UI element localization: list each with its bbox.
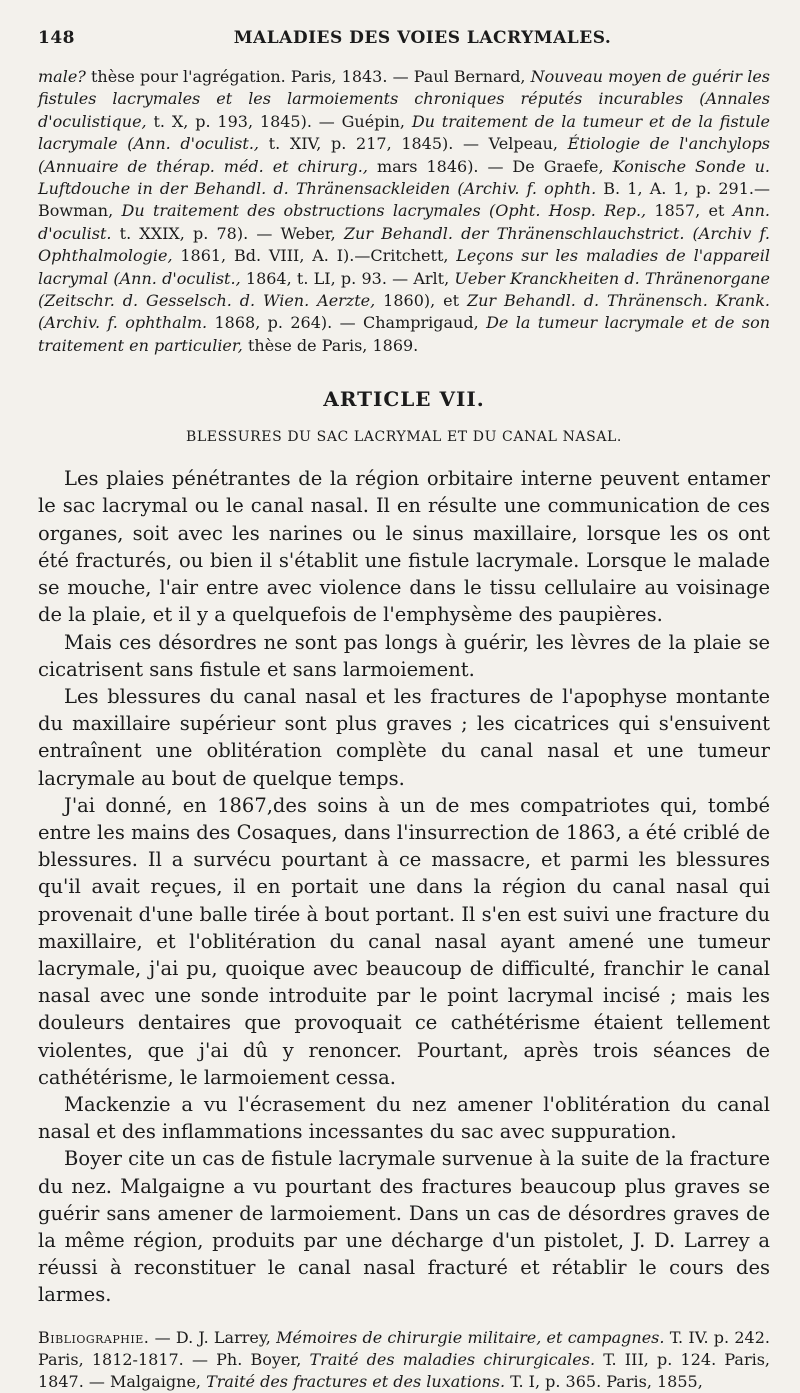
italic-citation: Traité des maladies chirurgicales. (309, 1349, 596, 1369)
article-heading: ARTICLE VII. (323, 387, 485, 412)
citation-text: thèse de Paris, 1869. (242, 335, 419, 355)
italic-citation: Nouveau moyen de guérir les fistules lacrymales et les larmoiements chroniques réputés incurables (Annales d'oculistique, (38, 67, 771, 131)
paragraph: Les plaies pénétrantes de la région orbitaire interne peuvent entamer le sac lacrymal ou le canal nasal. Il en résulte une communication de ces organes, soit avec les narines ou le sinus maxillaire, lorsque les os ont été fracturés, ou bien il s'établit une fistule lacrymale. Lorsque le malade se mouche, l'air entre avec violence dans le tissu cellulaire au voisinage de la plaie, et il y a quelquefois de l'emphysème des paupières. (38, 467, 770, 627)
citation-text: t. XIV, p. 217, 1845). — Velpeau, (259, 134, 568, 154)
citation-text: t. X, p. 193, 1845). — Guépin, (146, 111, 412, 131)
paragraph: J'ai donné, en 1867,des soins à un de mes compatriotes qui, tombé entre les mains des Cosaques, dans l'insurrection de 1863, a été criblé de blessures. Il a survécu pourtant à ce massacre, et parmi les blessures qu'il avait reçues, il en portait une dans la région du canal nasal qui provenait d'une balle tirée à bout portant. Il s'en est suivi une fracture du maxillaire, et l'oblitération du canal nasal ayant amené une tumeur lacrymale, j'ai pu, quoique avec beaucoup de difficulté, franchir le canal nasal avec une sonde introduite par le point lacrymal incisé ; mais les douleurs dentaires que provoquait ce cathétérisme étaient tellement violentes, que j'ai dû y renoncer. Pourtant, après trois séances de cathétérisme, le larmoiement cessa. (38, 793, 770, 1089)
citation-text: 1864, t. LI, p. 93. — Arlt, (240, 268, 455, 288)
citation-text: 1868, p. 264). — Champrigaud, (207, 313, 487, 333)
citation-text: 1861, Bd. VIII, A. I).—Critchett, (172, 246, 457, 266)
citation-text: B. 1, A. 1, p. 291.—Bowman, (38, 179, 771, 221)
bibliography (38, 1327, 770, 1393)
italic-citation: Ann. d'oculist. (38, 201, 770, 243)
italic-citation: Ueber Kranckheiten d. Thränenorgane (Zeitschr. d. Gesselsch. d. Wien. Aerzte, (38, 268, 771, 311)
paragraph: Boyer cite un cas de fistule lacrymale survenue à la suite de la fracture du nez. Malgaigne a vu pourtant des fractures beaucoup plus graves se guérir sans amener de larmoiement. Dans un cas de désordres graves de la même région, produits par une décharge d'un pistolet, J. D. Larrey a réussi à reconstituer le canal nasal fracturé et rétablir le cours des larmes. (38, 1147, 770, 1307)
italic-citation: Zur Behandl. d. Thränensch. Krank. (Archiv. f. ophthalm. (38, 291, 771, 333)
citation-text: T. IV. p. 242. Paris, 1812-1817. — Ph. Boyer, (38, 1327, 770, 1369)
citation-text: T. I, p. 365. Paris, 1855, (505, 1371, 703, 1391)
italic-citation: Leçons sur les maladies de l'appareil lacrymal (Ann. d'oculist., (38, 246, 770, 288)
running-title: MALADIES DES VOIES LACRYMALES. (233, 28, 612, 48)
italic-citation: Zur Behandl. der Thränenschlauchstrict. (Archiv f. Ophthalmologie, (38, 223, 770, 266)
citation-text: — D. J. Larrey, (149, 1327, 277, 1347)
italic-citation: male? (38, 67, 86, 86)
citation-text: mars 1846). — De Graefe, (367, 156, 613, 176)
reference-notes-continued (38, 66, 770, 357)
citation-text: 1860), et (375, 291, 467, 311)
italic-citation: Traité des fractures et des luxations. (206, 1371, 506, 1391)
italic-citation: Konische Sonde u. Luftdouche in der Behandl. d. Thränensackleiden (Archiv. f. ophth. (38, 156, 771, 199)
citation-text: T. III, p. 124. Paris, 1847. — Malgaigne, (38, 1349, 771, 1391)
article-subtitle: BLESSURES DU SAC LACRYMAL ET DU CANAL NASAL. (186, 429, 622, 446)
paragraph: Mackenzie a vu l'écrasement du nez amener l'oblitération du canal nasal et des inflammations incessantes du sac avec suppuration. (38, 1092, 770, 1144)
paragraph: Les blessures du canal nasal et les fractures de l'apophyse montante du maxillaire supérieur sont plus graves ; les cicatrices qui s'ensuivent entraînent une oblitération complète du canal nasal et une tumeur lacrymale au bout de quelque temps. (38, 684, 770, 790)
citation-text: thèse pour l'agrégation. Paris, 1843. — Paul Bernard, (85, 67, 531, 86)
article-body (38, 465, 770, 1308)
italic-citation: Étiologie de l'anchylops (Annuaire de thérap. méd. et chirurg., (38, 134, 770, 176)
italic-citation: Mémoires de chirurgie militaire, et campagnes. (276, 1327, 665, 1347)
italic-citation: Du traitement de la tumeur et de la fistule lacrymale (Ann. d'oculist., (38, 111, 770, 154)
citation-text: t. XXIX, p. 78). — Weber, (111, 223, 344, 243)
italic-citation: De la tumeur lacrymale et de son traitement en particulier, (38, 313, 771, 355)
bibliography-label: Bibliographie. (38, 1327, 150, 1347)
italic-citation: Du traitement des obstructions lacrymales (Opht. Hosp. Rep., (121, 201, 647, 221)
citation-text: 1857, et (646, 201, 733, 221)
running-header (38, 28, 770, 48)
page-number: 148 (38, 28, 75, 48)
paragraph: Mais ces désordres ne sont pas longs à guérir, les lèvres de la plaie se cicatrisent sans fistule et sans larmoiement. (38, 630, 770, 681)
